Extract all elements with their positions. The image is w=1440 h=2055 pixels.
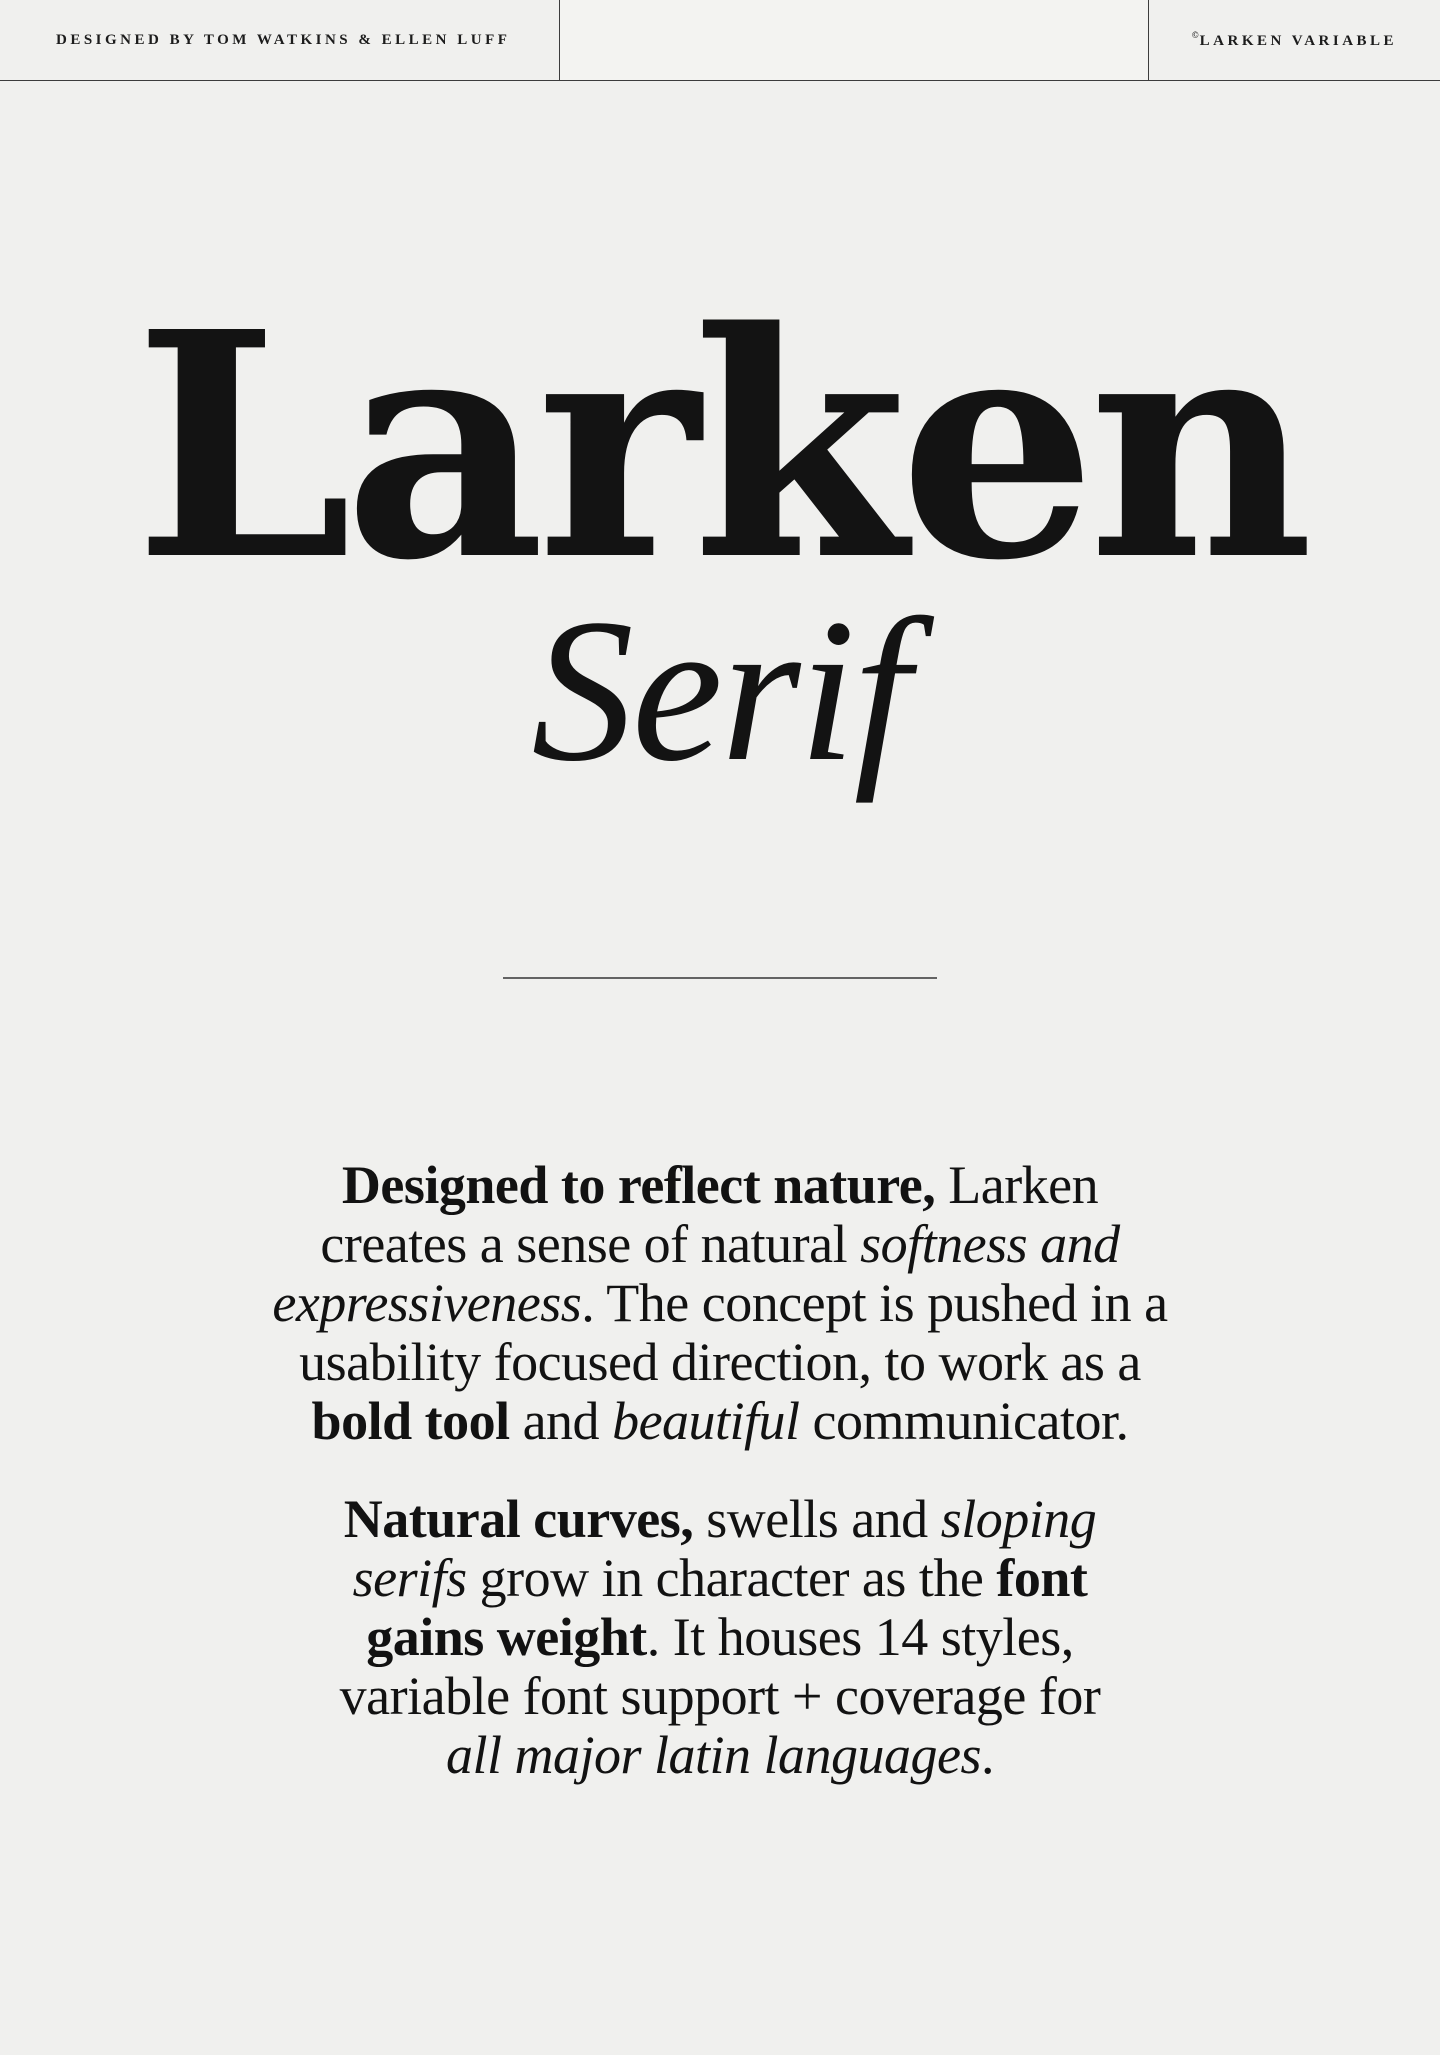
intro-paragraph	[0, 1156, 1440, 1451]
text-run: Larken	[935, 1155, 1099, 1215]
text-run: expressiveness	[272, 1273, 582, 1333]
header-right-cell	[1149, 0, 1440, 80]
designer-credit-label: DESIGNED BY TOM WATKINS & ELLEN LUFF	[56, 31, 511, 48]
text-run: font	[996, 1548, 1088, 1608]
text-run: gains weight	[366, 1607, 647, 1667]
text-run: .	[981, 1725, 994, 1785]
hero-title: Larken	[134, 265, 1306, 629]
text-run: . It houses 14 styles,	[646, 1607, 1074, 1667]
text-run: and	[509, 1391, 613, 1451]
text-run: sloping	[940, 1489, 1097, 1549]
larken-variable-text: LARKEN VARIABLE	[1199, 33, 1398, 49]
top-bar	[0, 0, 1440, 81]
text-run: usability focused direction, to work as a	[299, 1332, 1141, 1392]
text-run: all major latin languages	[445, 1725, 981, 1785]
text-run: swells and	[693, 1489, 941, 1549]
intro-section	[0, 1156, 1440, 1785]
text-run: serifs	[352, 1548, 467, 1608]
header-middle-cell	[560, 0, 1149, 80]
hero-subtitle: Serif	[531, 576, 909, 804]
text-run: Designed to reflect nature,	[341, 1155, 936, 1215]
text-run: grow in character as the	[466, 1548, 997, 1608]
intro-paragraph	[0, 1490, 1440, 1785]
text-run: beautiful	[612, 1391, 800, 1451]
text-run: . The concept is pushed in a	[581, 1273, 1168, 1333]
text-run: bold tool	[311, 1391, 510, 1451]
text-run: communicator.	[799, 1391, 1129, 1451]
text-run: softness and	[860, 1214, 1120, 1274]
section-divider-rule	[503, 977, 937, 979]
header-left-cell	[0, 0, 560, 80]
text-run: Natural curves,	[343, 1489, 694, 1549]
larken-variable-label	[1192, 30, 1397, 50]
main-content	[0, 265, 1440, 1785]
copyright-mark-icon: ©	[1191, 30, 1200, 40]
text-run: variable font support + coverage for	[339, 1666, 1101, 1726]
text-run: creates a sense of natural	[320, 1214, 861, 1274]
